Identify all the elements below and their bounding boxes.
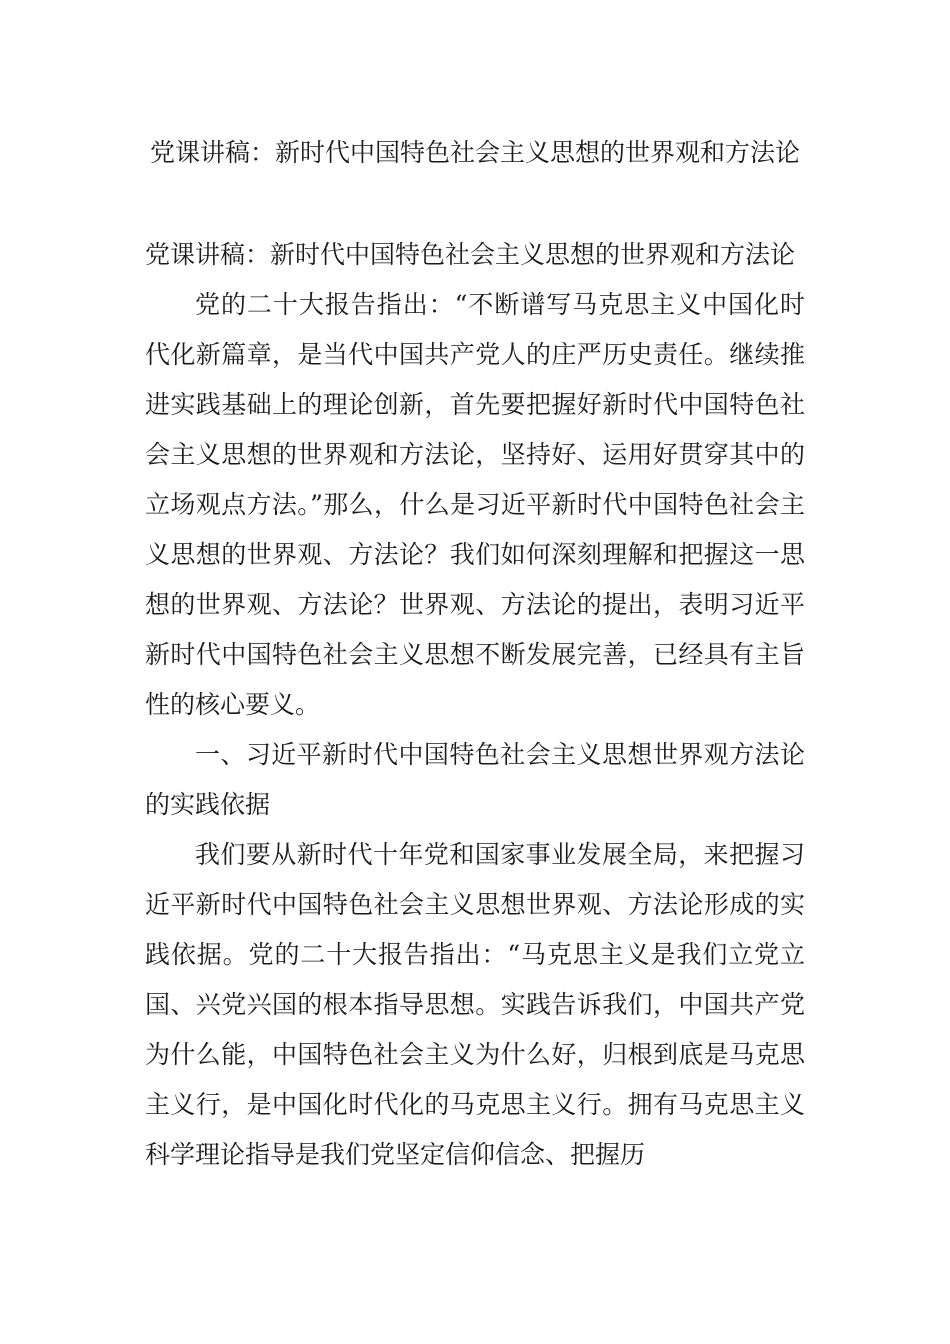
document-body xyxy=(145,230,805,1180)
section-heading-1: 一、习近平新时代中国特色社会主义思想世界观方法论的实践依据 xyxy=(145,740,805,819)
paragraph-section-1: 我们要从新时代十年党和国家事业发展全局，来把握习近平新时代中国特色社会主义思想世界观、方法论形成的实践依据。党的二十大报告指出：“马克思主义是我们立党立国、兴党兴国的根本指导思想。实践告诉我们，中国共产党为什么能，中国特色社会主义为什么好，归根到底是马克思主义行，是中国化时代化的马克思主义行。拥有马克思主义科学理论指导是我们党坚定信仰信念、把握历 xyxy=(145,840,805,1169)
document-title: 党课讲稿：新时代中国特色社会主义思想的世界观和方法论 xyxy=(149,138,800,167)
document-subtitle: 党课讲稿：新时代中国特色社会主义思想的世界观和方法论 xyxy=(145,240,796,269)
paragraph-intro: 党的二十大报告指出：“不断谱写马克思主义中国化时代化新篇章，是当代中国共产党人的庄严历史责任。继续推进实践基础上的理论创新，首先要把握好新时代中国特色社会主义思想的世界观和方法论，坚持好、运用好贯穿其中的立场观点方法。”那么，什么是习近平新时代中国特色社会主义思想的世界观、方法论？我们如何深刻理解和把握这一思想的世界观、方法论？世界观、方法论的提出，表明习近平新时代中国特色社会主义思想不断发展完善，已经具有主旨性的核心要义。 xyxy=(145,290,805,719)
